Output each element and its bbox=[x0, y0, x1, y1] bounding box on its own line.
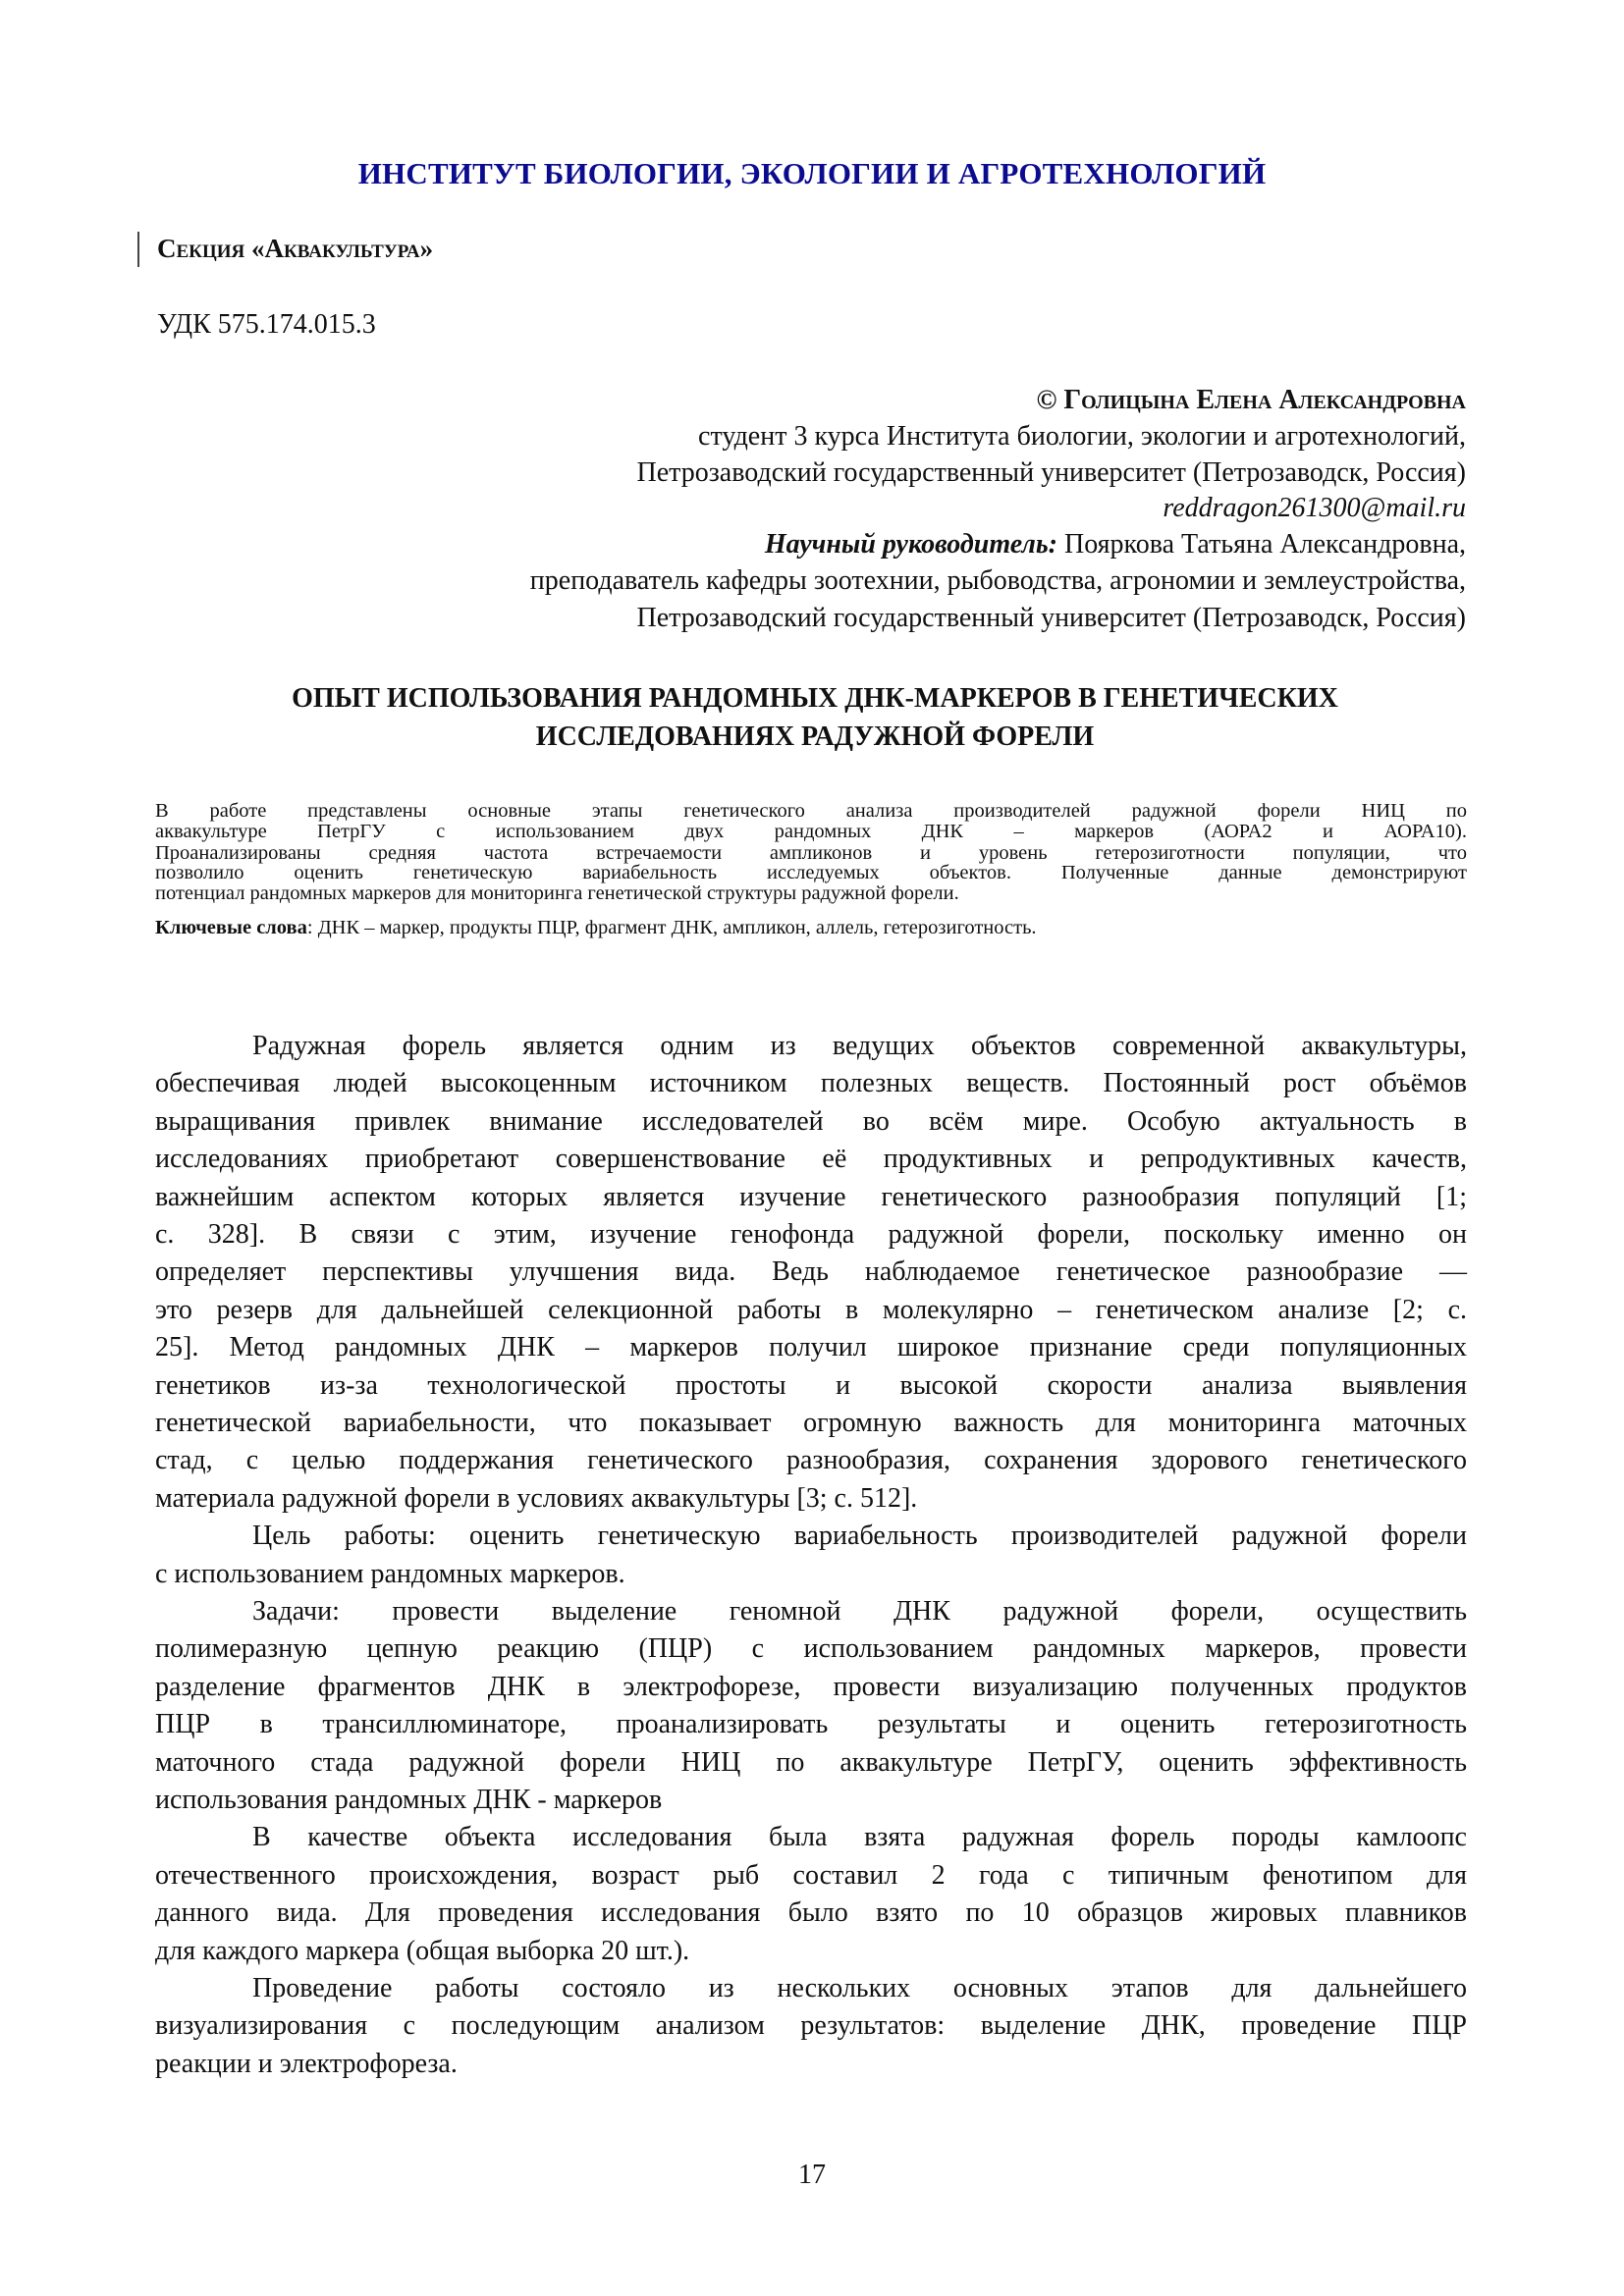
article-title-line-1: ОПЫТ ИСПОЛЬЗОВАНИЯ РАНДОМНЫХ ДНК-МАРКЕРОВ В ГЕНЕТИЧЕСКИХ bbox=[292, 683, 1338, 714]
body-line: отечественного происхождения, возраст рыб составил 2 года с типичным фенотипом для bbox=[155, 1860, 1467, 1891]
author-position: студент 3 курса Института биологии, экологии и агротехнологий, bbox=[698, 421, 1466, 452]
body-line: генетической вариабельности, что показывает огромную важность для мониторинга маточных bbox=[155, 1408, 1467, 1438]
supervisor-affiliation: Петрозаводский государственный университет (Петрозаводск, Россия) bbox=[636, 603, 1466, 633]
body-line: для каждого маркера (общая выборка 20 шт.). bbox=[155, 1936, 690, 1966]
body-line: Цель работы: оценить генетическую вариабельность производителей радужной форели bbox=[252, 1521, 1467, 1551]
supervisor-name: Пояркова Татьяна Александровна, bbox=[1056, 529, 1466, 560]
body-line: использования рандомных ДНК - маркеров bbox=[155, 1785, 663, 1815]
institute-heading: ИНСТИТУТ БИОЛОГИИ, ЭКОЛОГИИ И АГРОТЕХНОЛОГИЙ bbox=[357, 156, 1267, 190]
abstract-line: позволило оценить генетическую вариабельность исследуемых объектов. Полученные данные демонстрируют bbox=[155, 862, 1467, 883]
body-line: важнейшим аспектом которых является изучение генетического разнообразия популяций [1; bbox=[155, 1182, 1467, 1212]
body-line: выращивания привлек внимание исследователей во всём мире. Особую актуальность в bbox=[155, 1106, 1467, 1137]
body-line: Проведение работы состояло из нескольких основных этапов для дальнейшего bbox=[252, 1973, 1467, 2003]
abstract-line: потенциал рандомных маркеров для мониторинга генетической структуры радужной форели. bbox=[155, 882, 959, 904]
supervisor-line bbox=[765, 529, 1466, 561]
body-line: маточного стада радужной форели НИЦ по аквакультуре ПетрГУ, оценить эффективность bbox=[155, 1747, 1467, 1778]
body-line: разделение фрагментов ДНК в электрофорезе, провести визуализацию полученных продуктов bbox=[155, 1672, 1467, 1702]
body-line: полимеразную цепную реакцию (ПЦР) с использованием рандомных маркеров, провести bbox=[155, 1633, 1467, 1664]
author-email[interactable]: reddragon261300@mail.ru bbox=[1163, 493, 1466, 523]
abstract-line: аквакультуре ПетрГУ с использованием двух рандомных ДНК – маркеров (АОРА2 и АОРА10). bbox=[155, 821, 1467, 842]
body-line: В качестве объекта исследования была взята радужная форель породы камлоопс bbox=[252, 1822, 1467, 1852]
author-name: © Голицына Елена Александровна bbox=[1036, 385, 1466, 415]
body-line: данного вида. Для проведения исследования было взято по 10 образцов жировых плавников bbox=[155, 1897, 1467, 1928]
body-line: визуализирования с последующим анализом результатов: выделение ДНК, проведение ПЦР bbox=[155, 2010, 1467, 2041]
body-line: исследованиях приобретают совершенствование её продуктивных и репродуктивных качеств, bbox=[155, 1144, 1467, 1174]
supervisor-position: преподаватель кафедры зоотехнии, рыбоводства, агрономии и землеустройства, bbox=[529, 565, 1466, 596]
keywords-text: : ДНК – маркер, продукты ПЦР, фрагмент ДНК, ампликон, аллель, гетерозиготность. bbox=[306, 917, 1037, 938]
body-line: реакции и электрофореза. bbox=[155, 2049, 458, 2079]
abstract-line: Проанализированы средняя частота встречаемости ампликонов и уровень гетерозиготности популяции, что bbox=[155, 842, 1467, 864]
article-title-line-2: ИССЛЕДОВАНИЯХ РАДУЖНОЙ ФОРЕЛИ bbox=[535, 721, 1095, 752]
author-affiliation: Петрозаводский государственный университет (Петрозаводск, Россия) bbox=[636, 457, 1466, 488]
body-line: определяет перспективы улучшения вида. Ведь наблюдаемое генетическое разнообразие — bbox=[155, 1256, 1467, 1287]
body-line: материала радужной форели в условиях аквакультуры [3; с. 512]. bbox=[155, 1483, 918, 1514]
keywords-label: Ключевые слова bbox=[155, 917, 307, 938]
body-line: с. 328]. В связи с этим, изучение генофонда радужной форели, поскольку именно он bbox=[155, 1219, 1467, 1250]
page-number: 17 bbox=[798, 2160, 826, 2190]
body-line: обеспечивая людей высокоценным источником полезных веществ. Постоянный рост объёмов bbox=[155, 1068, 1467, 1098]
body-line: стад, с целью поддержания генетического разнообразия, сохранения здорового генетического bbox=[155, 1445, 1467, 1475]
abstract-line: В работе представлены основные этапы генетического анализа производителей радужной форели НИЦ по bbox=[155, 800, 1467, 822]
body-line: с использованием рандомных маркеров. bbox=[155, 1559, 625, 1589]
keywords bbox=[155, 917, 1037, 939]
body-line: Задачи: провести выделение геномной ДНК радужной форели, осуществить bbox=[252, 1596, 1467, 1627]
supervisor-label: Научный руководитель: bbox=[764, 529, 1057, 560]
body-line: генетиков из-за технологической простоты и высокой скорости анализа выявления bbox=[155, 1370, 1467, 1401]
body-line: это резерв для дальнейшей селекционной работы в молекулярно – генетическом анализе [2; с. bbox=[155, 1295, 1467, 1325]
body-line: 25]. Метод рандомных ДНК – маркеров получил широкое признание среди популяционных bbox=[155, 1332, 1467, 1362]
change-bar-marker bbox=[137, 232, 139, 267]
udk-code: УДК 575.174.015.3 bbox=[157, 309, 376, 340]
body-line: Радужная форель является одним из ведущих объектов современной аквакультуры, bbox=[252, 1031, 1467, 1061]
section-title: Секция «Аквакультура» bbox=[157, 234, 434, 263]
body-line: ПЦР в трансиллюминаторе, проанализировать результаты и оценить гетерозиготность bbox=[155, 1709, 1467, 1739]
